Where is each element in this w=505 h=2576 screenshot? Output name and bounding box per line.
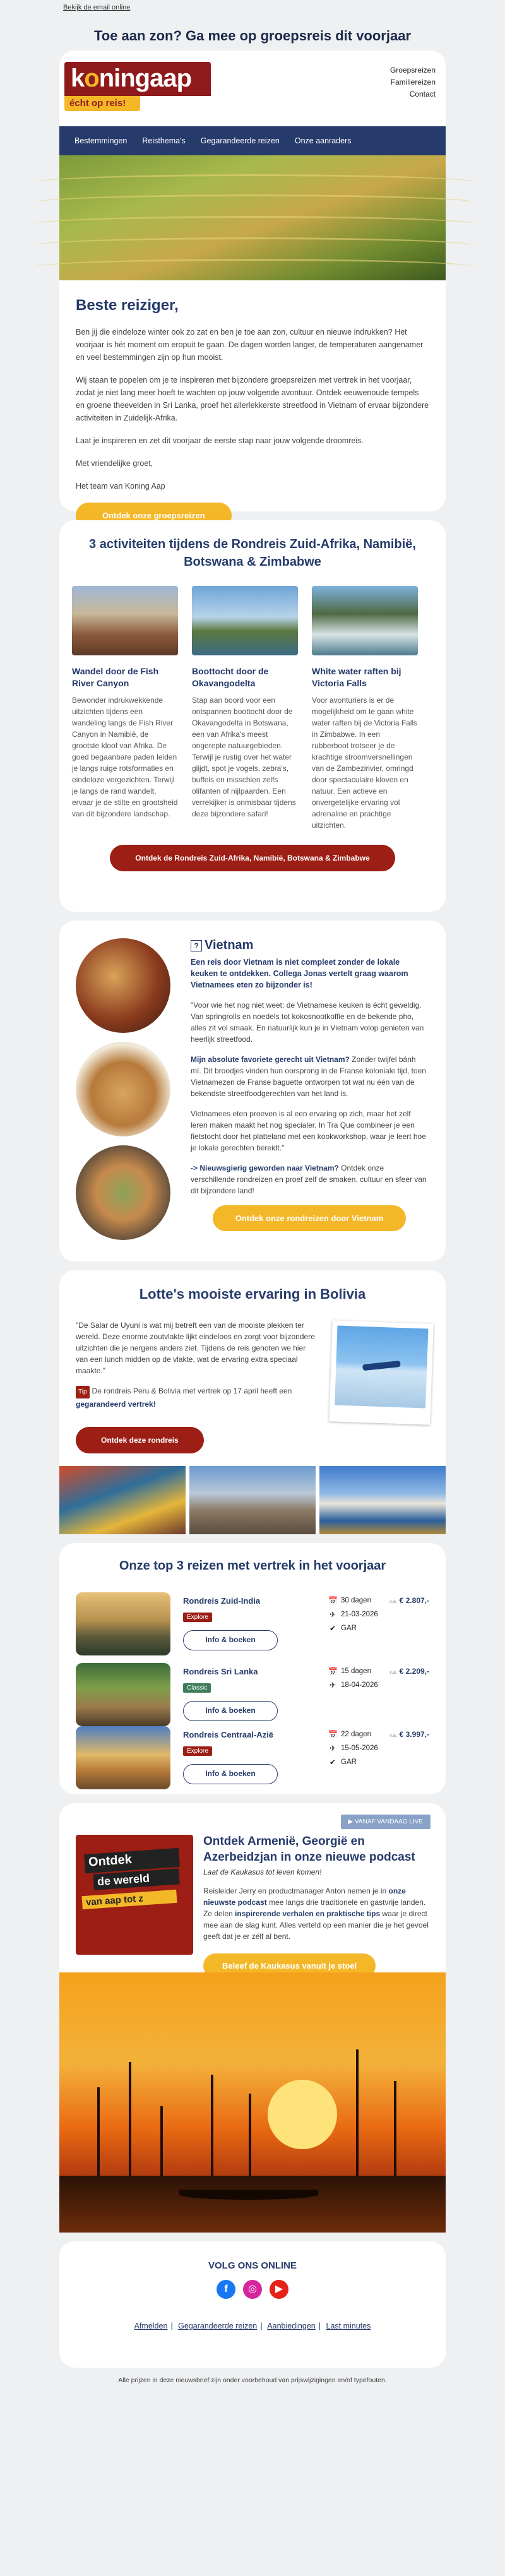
social-links [59,2280,446,2299]
trip-guaranteed: ✔ GAR [329,1758,357,1767]
brand-bar [59,51,446,126]
tip-badge: Tip [76,1386,90,1398]
price-disclaimer: Alle prijzen in deze nieuwsbrief zijn onder voorbehoud van prijswijzigingen en/of typefouten. [118,2376,387,2384]
groepsreizen-button[interactable]: Ontdek onze groepsreizen [76,503,232,528]
okavango-boat-image [192,586,298,655]
noodle-dishes-image [76,1145,170,1240]
centraal-azie-image [76,1726,170,1789]
check-icon: ✔ [329,1624,336,1633]
activity-title: Boottocht door de Okavangodelta [192,666,269,688]
calendar-icon: 📅 [328,1730,338,1739]
hero-paragraph: Ben jij die eindeloze winter ook zo zat en ben je toe aan zon, cultuur en nieuwe indrukken? Het voorjaar is hét moment om eropuit te gaan. De dagen worden langer, de temperaturen aangenamer en veel bestemmingen zijn op hun mooist. [76,328,424,362]
trip-days: 📅 22 dagen [328,1730,371,1739]
hero-body [59,280,446,528]
nav-bestemmingen[interactable]: Bestemmingen [74,136,128,145]
main-nav [59,126,446,155]
vietnam-title: ? Vietnam [191,938,428,953]
podcast-cover-image[interactable] [76,1835,193,1955]
podcast-paragraph: Reisleider Jerry en productmanager Anton nemen je in onze nieuwste podcast mee langs drie traditionele en gastvrije landen. Ze delen inspirerende verhalen en praktische tips waar je direct mee aan de slag kunt. Alles verteld op een manier die je het gevoel geeft dat je er zélf al bent. [203,1887,429,1941]
rondreis-afrika-button[interactable]: Ontdek de Rondreis Zuid-Afrika, Namibië, Botswana & Zimbabwe [110,845,395,871]
plane-icon: ✈ [329,1681,336,1690]
activity-title: Wandel door de Fish River Canyon [72,666,159,688]
streetfood-market-image [76,938,170,1033]
nav-gegarandeerde-reizen[interactable]: Gegarandeerde reizen [200,136,280,145]
question-box-icon: ? [191,940,202,951]
top-link-familiereizen[interactable]: Familiereizen [390,78,436,86]
trip-badge: Explore [183,1746,212,1756]
plane-icon: ✈ [329,1610,336,1619]
bolivia-rondreis-button[interactable]: Ontdek deze rondreis [76,1427,204,1453]
bolivia-card [59,1270,446,1534]
activity-text: Voor avonturiers is er de mogelijkheid om te gaan white water raften bij de Victoria Falls in Zimbabwe. In een rubberboot trotseer je de krachtige stroomversnellingen van de Zambezirivier, omringd door spectaculaire kloven en natuur. Een actieve en onvergetelijke ervaring vol adrenaline en prachtige uitzichten. [312,696,418,830]
youtube-icon[interactable]: ▶ [270,2280,288,2299]
calendar-icon: 📅 [328,1667,338,1676]
info-boeken-button[interactable]: Info & boeken [183,1630,278,1650]
trip-price: v.a. € 2.209,- [389,1667,429,1676]
top3-title: Onze top 3 reizen met vertrek in het voorjaar [119,1559,386,1573]
nav-reisthemas[interactable]: Reisthema's [142,136,186,145]
info-boeken-button[interactable]: Info & boeken [183,1701,278,1721]
trip-date: ✈ 18-04-2026 [329,1681,378,1690]
bolivia-quote: "De Salar de Uyuni is wat mij betreft een van de mooiste plekken ter wereld. Deze enorme zoutvlakte lijkt eindeloos en zorgt voor bijzondere uitzichten die je nergens anders ziet. Tijdens de reis genoten we hier van een lunch midden op de vlakte, wat de ervaring extra speciaal maakte." [76,1321,315,1375]
vietnam-text [191,938,428,1231]
bolivia-title: Lotte's mooiste ervaring in Bolivia [139,1286,366,1302]
top-link-contact[interactable]: Contact [409,90,436,98]
activities-list [67,586,438,831]
podcast-card [59,1803,446,2233]
vietnam-paragraph: Vietnamees eten proeven is al een ervaring op zich, maar het zelf leren maken maakt het nog specialer. In Tra Que combineer je een fietstocht door het platteland met een kookworkshop, waar je leert hoe je lokale gerechten bereidt." [191,1109,426,1152]
vietnam-rondreizen-button[interactable]: Ontdek onze rondreizen door Vietnam [213,1205,407,1231]
trip-row [76,1592,429,1655]
hero-paragraph: Laat je inspireren en zet dit voorjaar de eerste stap naar jouw volgende droomreis. [76,436,364,445]
trip-badge: Classic [183,1683,211,1693]
footer-link-afmelden[interactable]: Afmelden [134,2322,168,2330]
trip-row [76,1726,429,1789]
logo-wordmark: koningaap [64,62,211,96]
banh-mi-image [76,1042,170,1136]
trip-price: v.a. € 2.807,- [389,1596,429,1605]
trip-price: v.a. € 3.997,- [389,1730,429,1739]
activity-item [312,586,418,831]
trip-guaranteed: ✔ GAR [329,1624,357,1633]
logo-tagline: écht op reis! [64,96,140,111]
vietnam-food-images [76,938,177,1249]
trip-name: Rondreis Zuid-India [183,1596,261,1606]
info-boeken-button[interactable]: Info & boeken [183,1764,278,1784]
trip-days: 📅 30 dagen [328,1596,371,1605]
online-view-bar [0,0,505,13]
footer-links: Afmelden | Gegarandeerde reizen | Aanbiedingen | Last minutes [134,2322,371,2330]
market-women-image [59,1466,186,1534]
trip-row [76,1663,429,1726]
nav-onze-aanraders[interactable]: Onze aanraders [294,136,352,145]
zuid-india-image [76,1592,170,1655]
email-headline: Toe aan zon? Ga mee op groepsreis dit voorjaar [93,28,412,44]
hero-signature: Het team van Koning Aap [76,482,165,491]
plane-icon: ✈ [329,1744,336,1753]
top-link-groepsreizen[interactable]: Groepsreizen [389,66,436,75]
follow-title: VOLG ONS ONLINE [208,2260,297,2271]
trip-date: ✈ 15-05-2026 [329,1744,378,1753]
activities-card [59,520,446,912]
footer-card [59,2241,446,2368]
view-online-link[interactable]: Bekijk de email online [63,4,131,11]
sunset-boat-image [59,1972,446,2233]
salar-de-uyuni-polaroid [329,1320,433,1424]
activity-text: Bewonder indrukwekkende uitzichten tijdens een wandeling langs de Fish River Canyon in Namibië, de grootste kloof van Afrika. De goed begaanbare paden leiden je langs ruige rotsformaties en eindeloze vergezichten. Terwijl je langs de rand wandelt, ervaar je de stilte en grootsheid van dit bijzondere landschap. [72,696,178,818]
bolivia-image-strip [59,1466,446,1534]
facebook-icon[interactable]: f [217,2280,235,2299]
activity-item [192,586,298,831]
trip-name: Rondreis Centraal-Azië [183,1730,274,1739]
activity-title: White water raften bij Victoria Falls [312,666,401,688]
trip-badge: Explore [183,1613,212,1622]
trip-name: Rondreis Sri Lanka [183,1667,258,1676]
titicaca-boat-image [319,1466,446,1534]
vietnam-paragraph: "Voor wie het nog niet weet: de Vietnamese keuken is écht geweldig. Van springrolls en noedels tot kokosnootkoffie en de bekende pho, alles zit vol smaak. En natuurlijk kun je in Vietnam volop genieten van heerlijk streetfood. [191,1001,424,1044]
top3-card [59,1543,446,1794]
activity-item [72,586,178,831]
trip-date: ✈ 21-03-2026 [329,1610,378,1619]
podcast-subtitle: Laat de Kaukasus tot leven komen! [203,1868,322,1876]
footer-link-gegarandeerde-reizen[interactable]: Gegarandeerde reizen [178,2322,258,2330]
sri-lanka-image [76,1663,170,1726]
hero-paragraph: Wij staan te popelen om je te inspireren met bijzondere groepsreizen met vertrek in het voorjaar, zodat je niet lang meer hoeft te wachten op jouw volgende avontuur. Ontdek eeuwenoude tempels en groene theevelden in Sri Lanka, proef het allerlekkerste streetfood in Vietnam of ervaar bijzondere activiteiten in Zuidelijk-Afrika. [76,376,429,422]
vietnam-card [59,921,446,1261]
vietnam-paragraph: -> Nieuwsgierig geworden naar Vietnam? Ontdek onze verschillende rondreizen en proef zelf de smaken, cultuur en sfeer van dit bijzondere land! [191,1164,427,1195]
top-links [390,64,436,100]
cover-text: Ontdek [84,1848,180,1873]
calendar-icon: 📅 [328,1596,338,1605]
footer-link-last-minutes[interactable]: Last minutes [326,2322,371,2330]
podcast-text [203,1834,431,1978]
activities-title: 3 activiteiten tijdens de Rondreis Zuid-Afrika, Namibië, Botswana & Zimbabwe [89,537,416,569]
hero-paragraph: Met vriendelijke groet, [76,459,153,468]
check-icon: ✔ [329,1758,336,1767]
podcast-button[interactable]: Beleef de Kaukasus vanuit je stoel [203,1953,376,1978]
vietnam-lead: Een reis door Vietnam is niet compleet zonder de lokale keuken te ontdekken. Collega Jonas vertelt graag waarom Vietnamees eten zo bijzonder is! [191,958,408,989]
cover-text: de wereld [93,1868,179,1890]
hero-rice-terrace-image [59,155,446,280]
canyon-image [72,586,178,655]
bolivia-text [76,1320,316,1419]
activity-text: Stap aan boord voor een ontspannen boottocht door de Okavangodelta in Botswana, een van Afrika's meest ongerepte natuurgebieden. Terwijl je rustig over het water glijdt, spot je vogels, zebra's, buffels en misschien zelfs olifanten of nijlpaarden. Een verrekijker is onmisbaar tijdens deze bijzondere safari! [192,696,296,818]
rafting-image [312,586,418,655]
koningaap-logo[interactable] [64,62,211,111]
live-badge: ▶ VANAF VANDAAG LIVE [341,1815,431,1829]
bolivia-tip: Tip De rondreis Peru & Bolivia met vertrek op 17 april heeft een gegarandeerd vertrek! [76,1386,292,1409]
footer-link-aanbiedingen[interactable]: Aanbiedingen [267,2322,316,2330]
cover-text: van aap tot z [81,1890,177,1909]
city-view-image [189,1466,316,1534]
greeting: Beste reiziger, [76,297,179,314]
podcast-title: Ontdek Armenië, Georgië en Azerbeidzjan in onze nieuwe podcast [203,1835,415,1864]
instagram-icon[interactable]: ◎ [243,2280,262,2299]
hero-card [59,51,446,520]
trip-days: 📅 15 dagen [328,1667,371,1676]
vietnam-paragraph: Mijn absolute favoriete gerecht uit Vietnam? Zonder twijfel bánh mì. Dit broodjes vinden hun oorsprong in de Franse koloniale tijd, toen Vietnamezen de Franse baguette ontworpen tot wat nu één van de bekendste streetfoodgerechten van het land is. [191,1055,426,1098]
